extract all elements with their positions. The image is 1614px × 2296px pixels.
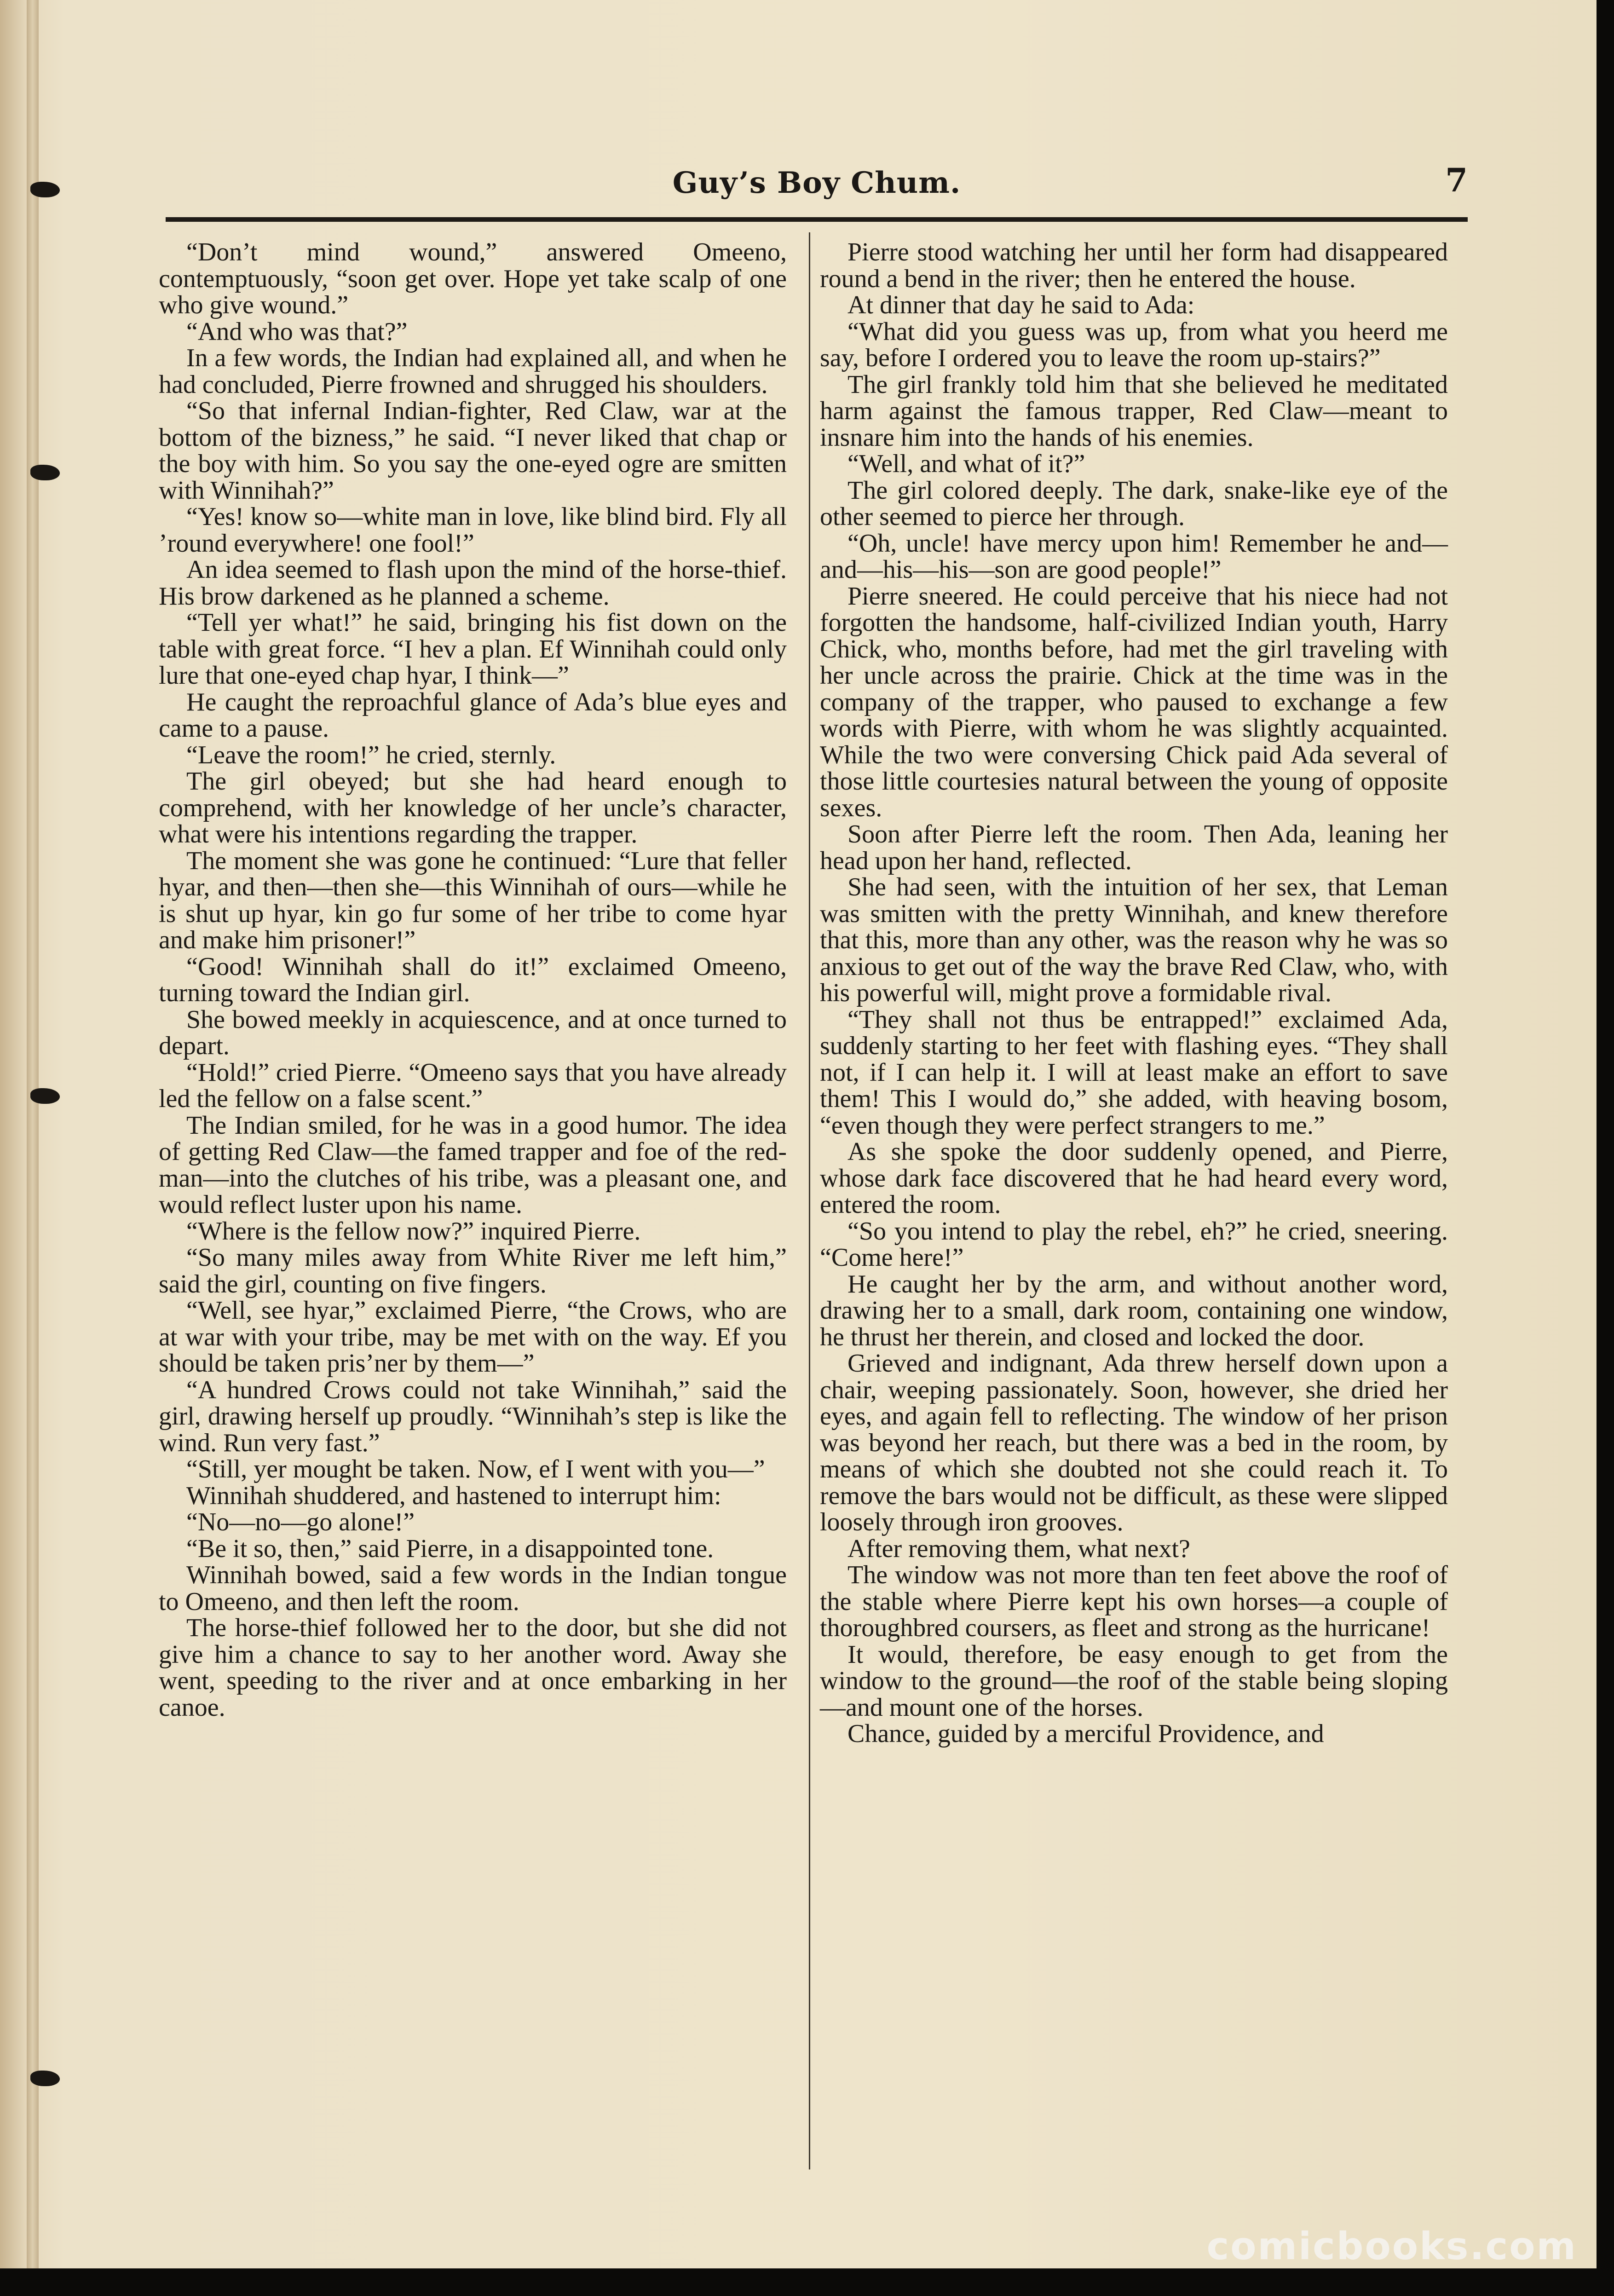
paragraph: The horse-thief followed her to the door, but she did not give him a chance to say to her another word. Away she went, speeding to the river and at once embarking in her canoe.	[159, 1614, 787, 1722]
paragraph: “So many miles away from White River me left him,” said the girl, counting on five fingers.	[159, 1243, 787, 1298]
running-title: Guy’s Boy Chum.	[672, 166, 961, 200]
paragraph: He caught the reproachful glance of Ada’s blue eyes and came to a pause.	[159, 687, 787, 743]
binding-staple	[30, 465, 60, 480]
paragraph: At dinner that day he said to Ada:	[847, 291, 1195, 319]
binding-staple	[30, 1088, 60, 1104]
paragraph: “Good! Winnihah shall do it!” exclaimed Omeeno, turning toward the Indian girl.	[159, 952, 787, 1007]
paragraph: She had seen, with the intuition of her sex, that Leman was smitten with the pretty Winnihah, and knew therefore that this, more than any other, was the reason why he was so anxious to get out of the way the brave Red Claw, who, with his powerful will, might prove a formidable rival.	[820, 873, 1448, 1007]
paragraph: Grieved and indignant, Ada threw herself down upon a chair, weeping passionately. Soon, however, she dried her eyes, and again fell to reflecting. The window of her prison was beyond her reach, but there was a bed in the room, by means of which she doubted not she could reach it. To remove the bars would not be difficult, as these were slipped loosely through iron grooves.	[820, 1349, 1448, 1536]
watermark: comicbooks.com	[1206, 2225, 1577, 2268]
paragraph: “Still, yer mought be taken. Now, ef I went with you—”	[186, 1455, 765, 1483]
paragraph: Winnihah shuddered, and hastened to interrupt him:	[186, 1481, 721, 1510]
paragraph: “Yes! know so—white man in love, like blind bird. Fly all ’round everywhere! one fool!”	[159, 502, 787, 558]
paragraph: As she spoke the door suddenly opened, and Pierre, whose dark face discovered that he had heard every word, entered the room.	[820, 1137, 1448, 1219]
paragraph: In a few words, the Indian had explained all, and when he had concluded, Pierre frowned and shrugged his shoulders.	[159, 344, 787, 399]
paragraph: “Well, see hyar,” exclaimed Pierre, “the Crows, who are at war with your tribe, may be met with on the way. Ef you should be taken pris’ner by them—”	[159, 1296, 787, 1378]
paragraph: An idea seemed to flash upon the mind of the horse-thief. His brow darkened as he planned a scheme.	[159, 555, 787, 611]
text-column-right	[820, 239, 1448, 1748]
paragraph: “Be it so, then,” said Pierre, in a disappointed tone.	[186, 1534, 714, 1563]
paragraph: Pierre sneered. He could perceive that his niece had not forgotten the handsome, half-civilized Indian youth, Harry Chick, who, months before, had met the girl traveling with her uncle across the prairie. Chick at the time was in the company of the trapper, who paused to exchange a few words with Pierre, with whom he was slightly acquainted. While the two were conversing Chick paid Ada several of those little courtesies natural between the young of opposite sexes.	[820, 582, 1448, 822]
paragraph: “So you intend to play the rebel, eh?” he cried, sneering. “Come here!”	[820, 1217, 1448, 1272]
paragraph: “No—no—go alone!”	[186, 1508, 415, 1536]
paragraph: “Oh, uncle! have mercy upon him! Remember he and—and—his—his—son are good people!”	[820, 529, 1448, 584]
paragraph: The girl frankly told him that she believed he meditated harm against the famous trapper, Red Claw—meant to insnare him into the hands of his enemies.	[820, 370, 1448, 452]
paragraph: The window was not more than ten feet above the roof of the stable where Pierre kept his own horses—a couple of thoroughbred coursers, as fleet and strong as the hurricane!	[820, 1561, 1448, 1642]
paragraph: “A hundred Crows could not take Winnihah,” said the girl, drawing herself up proudly. “Winnihah’s step is like the wind. Run very fast.”	[159, 1375, 787, 1457]
paragraph: Soon after Pierre left the room. Then Ada, leaning her head upon her hand, reflected.	[820, 820, 1448, 875]
paragraph: It would, therefore, be easy enough to get from the window to the ground—the roof of the stable being sloping—and mount one of the horses.	[820, 1640, 1448, 1722]
paragraph: “So that infernal Indian-fighter, Red Claw, war at the bottom of the bizness,” he said. “I never liked that chap or the boy with him. So you say the one-eyed ogre are smitten with Winnihah?”	[159, 397, 787, 505]
paragraph: “Where is the fellow now?” inquired Pierre.	[186, 1217, 641, 1246]
paragraph: The girl colored deeply. The dark, snake-like eye of the other seemed to pierce her through.	[820, 476, 1448, 531]
binding-staple	[30, 2071, 60, 2086]
paragraph: The Indian smiled, for he was in a good humor. The idea of getting Red Claw—the famed trapper and foe of the red-man—into the clutches of his tribe, was a pleasant one, and would reflect luster upon his name.	[159, 1111, 787, 1219]
paragraph: After removing them, what next?	[847, 1534, 1190, 1563]
header-rule	[166, 217, 1468, 222]
paragraph: Winnihah bowed, said a few words in the Indian tongue to Omeeno, and then left the room.	[159, 1561, 787, 1616]
paragraph: “Hold!” cried Pierre. “Omeeno says that you have already led the fellow on a false scent.”	[159, 1058, 787, 1113]
page-spine	[27, 0, 39, 2268]
paragraph: “Tell yer what!” he said, bringing his fist down on the table with great force. “I hev a plan. Ef Winnihah could only lure that one-eyed chap hyar, I think—”	[159, 608, 787, 690]
paragraph: He caught her by the arm, and without another word, drawing her to a small, dark room, containing one window, he thrust her therein, and closed and locked the door.	[820, 1269, 1448, 1351]
paragraph: “What did you guess was up, from what you heerd me say, before I ordered you to leave the room up-stairs?”	[820, 317, 1448, 372]
paragraph: “Well, and what of it?”	[847, 450, 1085, 478]
paragraph: The girl obeyed; but she had heard enough to comprehend, with her knowledge of her uncle’s character, what were his intentions regarding the trapper.	[159, 767, 787, 848]
paragraph: “They shall not thus be entrapped!” exclaimed Ada, suddenly starting to her feet with flashing eyes. “They shall not, if I can help it. I will at least make an effort to save them! This I would do,” she added, with heaving bosom, “even though they were perfect strangers to me.”	[820, 1005, 1448, 1140]
page-number: 7	[1445, 161, 1468, 199]
paragraph: “Leave the room!” he cried, sternly.	[186, 740, 556, 769]
binding-staple	[30, 182, 60, 197]
text-column-left	[159, 239, 787, 1721]
paragraph: “And who was that?”	[186, 317, 408, 346]
paragraph: Chance, guided by a merciful Providence, and	[847, 1719, 1324, 1748]
paragraph: “Don’t mind wound,” answered Omeeno, contemptuously, “soon get over. Hope yet take scalp of one who give wound.”	[159, 238, 787, 319]
paragraph: She bowed meekly in acquiescence, and at once turned to depart.	[159, 1005, 787, 1060]
column-divider	[809, 232, 810, 2169]
paragraph: Pierre stood watching her until her form had disappeared round a bend in the river; then he entered the house.	[820, 238, 1448, 293]
paragraph: The moment she was gone he continued: “Lure that feller hyar, and then—then she—this Winnihah of ours—while he is shut up hyar, kin go fur some of her tribe to come hyar and make him prisoner!”	[159, 846, 787, 954]
page-header	[166, 156, 1468, 207]
